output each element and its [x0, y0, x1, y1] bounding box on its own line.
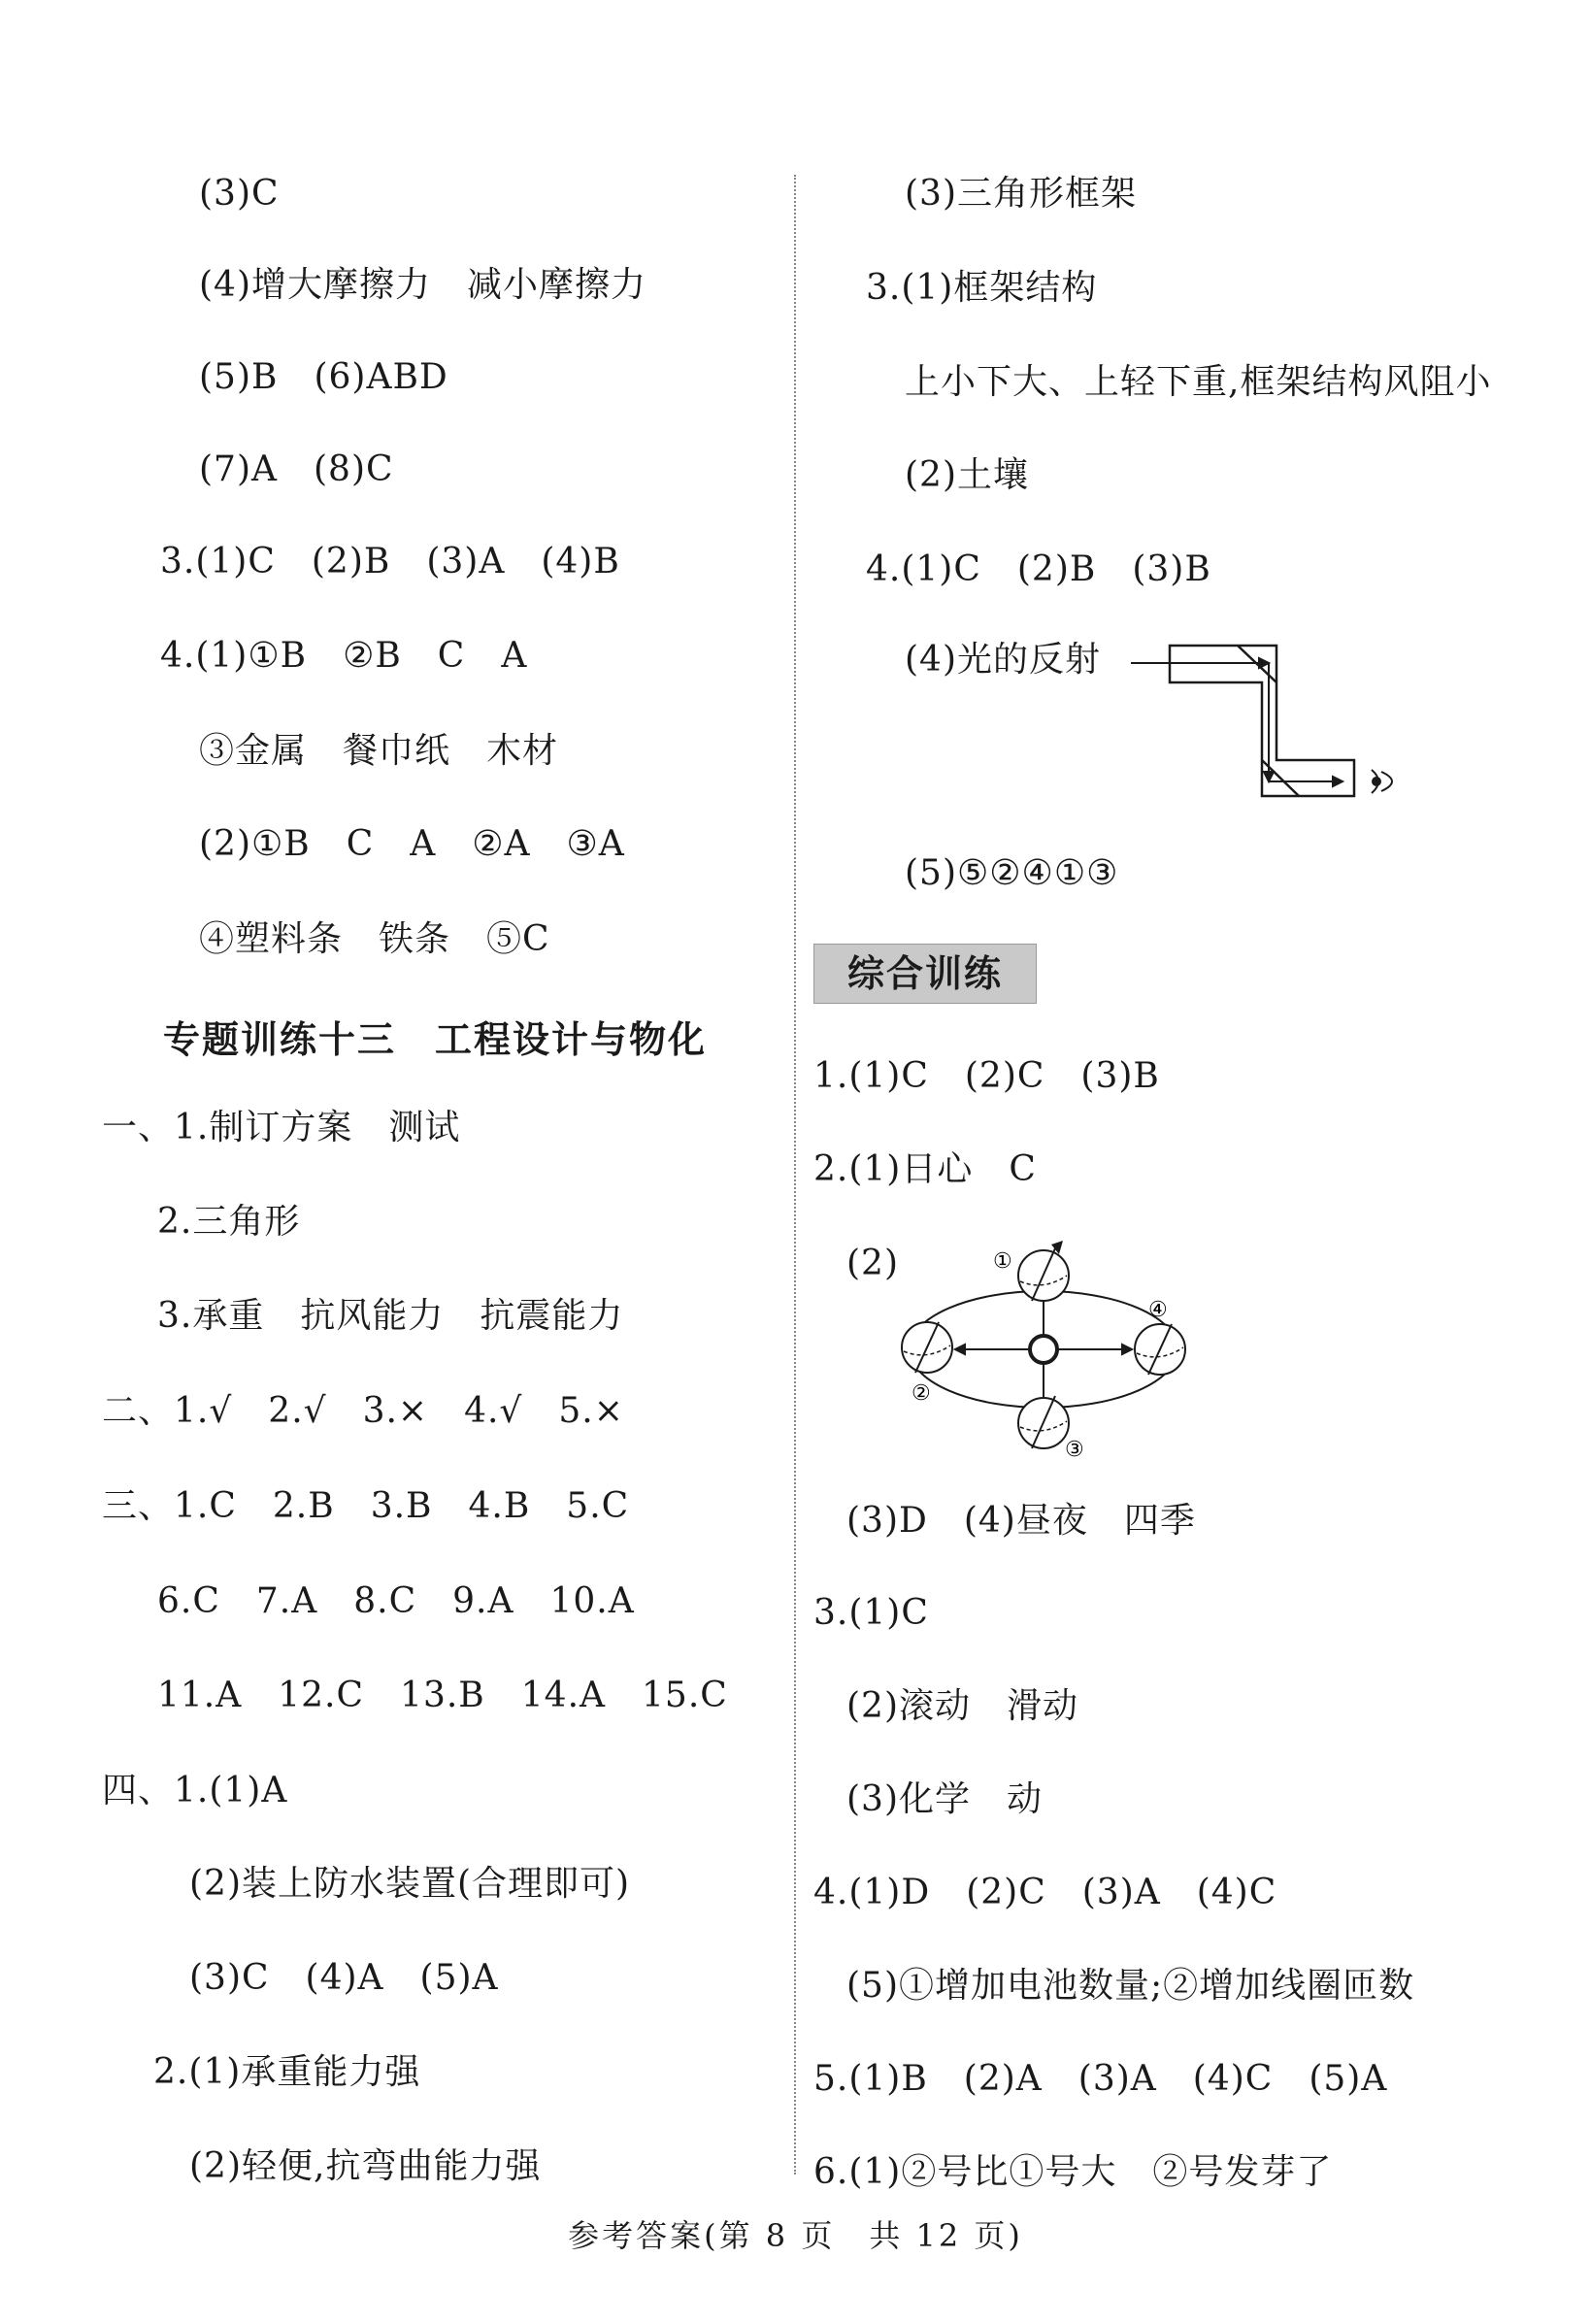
answer-line: (3)D (4)昼夜 四季	[846, 1501, 1196, 1541]
periscope-diagram	[1131, 636, 1422, 806]
answer-line: (5)⑤②④①③	[905, 853, 1119, 893]
answer-line: 2.三角形	[157, 1202, 301, 1242]
earth-orbit-diagram	[888, 1233, 1209, 1466]
answer-line: (2)装上防水装置(合理即可)	[189, 1864, 631, 1904]
answer-line: 二、1.√ 2.√ 3.× 4.√ 5.×	[102, 1391, 624, 1431]
orbit-label: ①	[993, 1249, 1012, 1274]
orbit-label: ④	[1148, 1298, 1168, 1322]
answer-line: ④塑料条 铁条 ⑤C	[199, 919, 550, 959]
section-banner: 综合训练	[813, 944, 1037, 1004]
answer-line: 6.(1)②号比①号大 ②号发芽了	[813, 2152, 1333, 2192]
answer-line: (3)C (4)A (5)A	[189, 1958, 499, 1998]
orbit-label: ②	[912, 1381, 931, 1406]
answer-line: (4)增大摩擦力 减小摩擦力	[199, 265, 646, 305]
answer-line: 4.(1)D (2)C (3)A (4)C	[813, 1873, 1277, 1912]
answer-line: (4)光的反射	[905, 640, 1101, 680]
answer-line: 6.C 7.A 8.C 9.A 10.A	[157, 1581, 635, 1621]
answer-line: (2)①B C A ②A ③A	[199, 824, 625, 864]
orbit-label: ③	[1065, 1438, 1084, 1462]
answer-line: (2)土壤	[905, 455, 1029, 495]
answer-line: 四、1.(1)A	[102, 1771, 288, 1810]
answer-line: 3.承重 抗风能力 抗震能力	[157, 1296, 624, 1336]
answer-line: (2)滚动 滑动	[846, 1686, 1078, 1726]
answer-line: (5)①增加电池数量;②增加线圈匝数	[846, 1966, 1415, 2006]
eye-icon	[1372, 770, 1392, 793]
answer-line: 1.(1)C (2)C (3)B	[813, 1056, 1160, 1096]
answer-line: 4.(1)①B ②B C A	[160, 636, 528, 676]
answer-line: 3.(1)C (2)B (3)A (4)B	[160, 542, 620, 581]
page-footer: 参考答案(第 8 页 共 12 页)	[568, 2217, 1023, 2254]
answer-line: (2)轻便,抗弯曲能力强	[189, 2146, 542, 2186]
answer-line: 2.(1)承重能力强	[153, 2052, 421, 2092]
column-divider	[794, 175, 796, 2175]
answer-line: (2)	[846, 1244, 899, 1283]
answer-line: ③金属 餐巾纸 木材	[199, 731, 559, 771]
answer-line: (7)A (8)C	[199, 449, 394, 489]
answer-line: 5.(1)B (2)A (3)A (4)C (5)A	[813, 2059, 1388, 2099]
answer-line: (3)C	[199, 174, 280, 214]
answer-line: 2.(1)日心 C	[813, 1149, 1037, 1189]
answer-line: 3.(1)C	[813, 1593, 929, 1633]
answer-line: 11.A 12.C 13.B 14.A 15.C	[157, 1676, 728, 1715]
answer-line: 4.(1)C (2)B (3)B	[866, 549, 1211, 589]
section-title: 专题训练十三 工程设计与物化	[163, 1018, 708, 1061]
answer-line: (3)化学 动	[846, 1779, 1043, 1819]
answer-line: (3)三角形框架	[905, 174, 1137, 214]
answer-line: 上小下大、上轻下重,框架结构风阻小	[905, 362, 1492, 402]
answer-line: 一、1.制订方案 测试	[102, 1108, 461, 1147]
answer-line: 三、1.C 2.B 3.B 4.B 5.C	[102, 1486, 630, 1526]
answer-line: (5)B (6)ABD	[199, 357, 448, 397]
answer-line: 3.(1)框架结构	[866, 268, 1098, 308]
